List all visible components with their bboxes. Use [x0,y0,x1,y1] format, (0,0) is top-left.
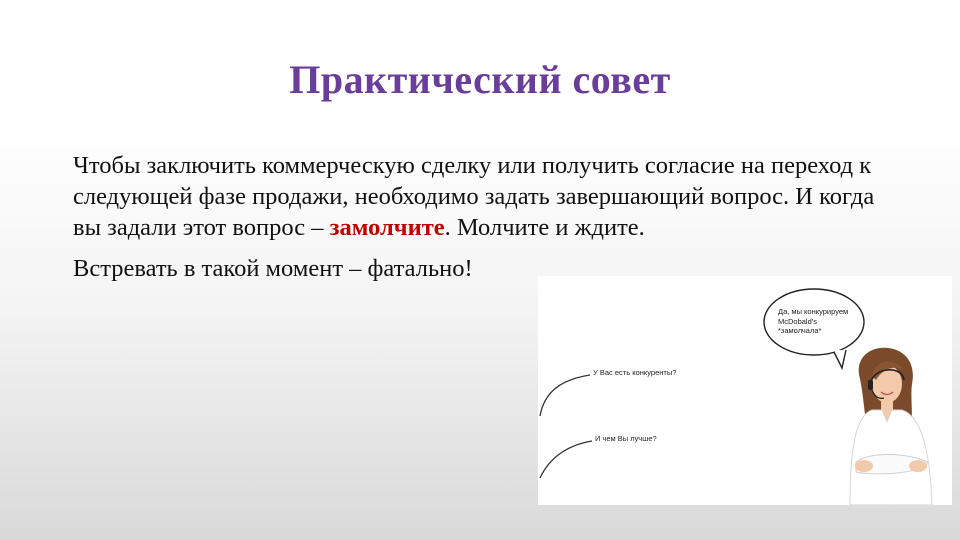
cord-line-1 [540,375,590,416]
speech-bubble-tail [834,350,846,368]
paragraph-warning: Встревать в такой момент – фатально! [73,255,473,282]
paragraph-main [73,150,893,243]
operator-woman-figure [850,348,932,505]
slide-title: Практический совет [289,57,671,102]
illustration [538,276,952,505]
question-2-text: И чем Вы лучше? [595,434,657,443]
speech-bubble-line-1: Да, мы конкурируем [778,307,849,316]
speech-bubble-text [778,307,856,336]
paragraph-main-tail: . Молчите и ждите. [444,214,645,241]
question-1-text: У Вас есть конкуренты? [593,368,677,377]
speech-bubble-line-3: *замолчала* [778,326,822,335]
speech-bubble-line-2: McDobald's [778,316,817,326]
illustration-drawing [538,276,952,505]
cord-line-2 [540,441,592,478]
paragraph-main-lead: Чтобы заключить коммерческую сделку или получить согласие на переход к следующей фазе продажи, необходимо задать завершающий вопрос. И когда вы задали этот вопрос – [73,152,875,241]
accent-word: замолчите [329,214,445,241]
slide-body [73,150,893,284]
